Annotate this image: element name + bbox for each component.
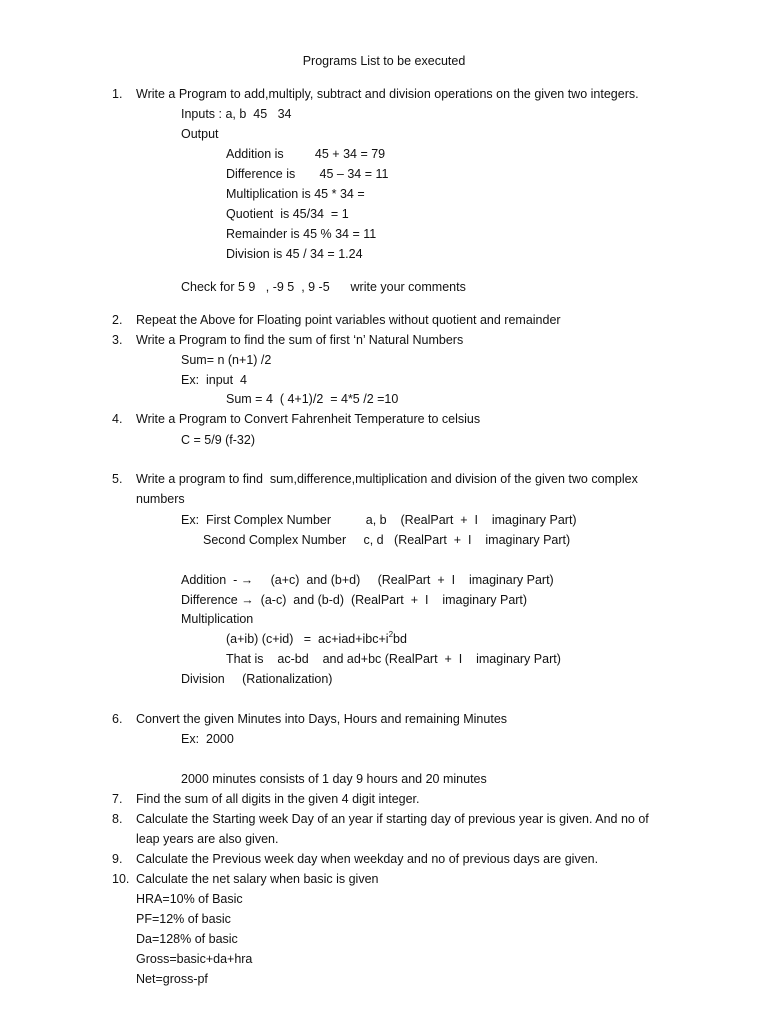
sum-formula: Sum= n (n+1) /2 [181, 353, 272, 367]
complex-division-line: Division (Rationalization) [181, 672, 333, 686]
complex-addition-line: Addition - → (a+c) and (b+d) (RealPart + I imaginary Part) [181, 573, 554, 587]
complex-multiplication-label: Multiplication [181, 612, 254, 626]
example-line: Ex: input 4 [181, 373, 248, 387]
difference-line: Difference is 45 – 34 = 11 [226, 167, 389, 181]
remainder-line: Remainder is 45 % 34 = 11 [226, 227, 377, 241]
item-number: 3. [112, 333, 123, 347]
page-title: Programs List to be executed [302, 54, 466, 68]
conversion-formula: C = 5/9 (f-32) [181, 433, 255, 447]
item-text: Write a Program to Convert Fahrenheit Temperature to celsius [136, 412, 481, 426]
item-number: 9. [112, 852, 123, 866]
output-label: Output [181, 127, 219, 141]
item-text: Calculate the Previous week day when weekday and no of previous days are given. [136, 852, 599, 866]
example-line: Ex: 2000 [181, 732, 234, 746]
expression-tail: bd [393, 632, 407, 646]
pf-line: PF=12% of basic [136, 912, 231, 926]
expression-text: (a+ib) (c+id) = ac+iad+ibc+i [226, 632, 389, 646]
item-number: 6. [112, 712, 123, 726]
item-number: 1. [112, 87, 123, 101]
gross-line: Gross=basic+da+hra [136, 952, 253, 966]
quotient-line: Quotient is 45/34 = 1 [226, 207, 349, 221]
example-result: 2000 minutes consists of 1 day 9 hours and 20 minutes [181, 772, 487, 786]
exponent: 2 [388, 630, 394, 639]
first-complex-line: Ex: First Complex Number a, b (RealPart + I imaginary Part) [181, 513, 577, 527]
item-text: Repeat the Above for Floating point variables without quotient and remainder [136, 313, 561, 327]
item-text-continued: numbers [136, 492, 185, 506]
item-text: Convert the given Minutes into Days, Hours and remaining Minutes [136, 712, 508, 726]
multiplication-line: Multiplication is 45 * 34 = [226, 187, 365, 201]
inputs-line: Inputs : a, b 45 34 [181, 107, 292, 121]
hra-line: HRA=10% of Basic [136, 892, 243, 906]
item-text: Calculate the net salary when basic is given [136, 872, 379, 886]
item-text: Find the sum of all digits in the given 4 digit integer. [136, 792, 420, 806]
item-text: Write a Program to add,multiply, subtract and division operations on the given two integers. [136, 87, 639, 101]
complex-multiplication-result: That is ac-bd and ad+bc (RealPart + I imaginary Part) [226, 652, 561, 666]
item-text-continued: leap years are also given. [136, 832, 279, 846]
check-line: Check for 5 9 , -9 5 , 9 -5 write your comments [181, 280, 466, 294]
item-number: 10. [112, 872, 130, 886]
addition-line: Addition is 45 + 34 = 79 [226, 147, 386, 161]
da-line: Da=128% of basic [136, 932, 238, 946]
example-result: Sum = 4 ( 4+1)/2 = 4*5 /2 =10 [226, 392, 399, 406]
item-text: Calculate the Starting week Day of an year if starting day of previous year is given. And no of [136, 812, 649, 826]
item-number: 5. [112, 472, 123, 486]
net-line: Net=gross-pf [136, 972, 208, 986]
item-text: Write a Program to find the sum of first ‘n’ Natural Numbers [136, 333, 464, 347]
item-number: 7. [112, 792, 123, 806]
division-line: Division is 45 / 34 = 1.24 [226, 247, 363, 261]
complex-difference-line: Difference → (a-c) and (b-d) (RealPart + I imaginary Part) [181, 593, 528, 607]
second-complex-line: Second Complex Number c, d (RealPart + I imaginary Part) [203, 533, 571, 547]
item-number: 2. [112, 313, 123, 327]
item-number: 8. [112, 812, 123, 826]
complex-multiplication-expression [226, 631, 407, 647]
item-text: Write a program to find sum,difference,multiplication and division of the given two complex [136, 472, 638, 486]
item-number: 4. [112, 412, 123, 426]
